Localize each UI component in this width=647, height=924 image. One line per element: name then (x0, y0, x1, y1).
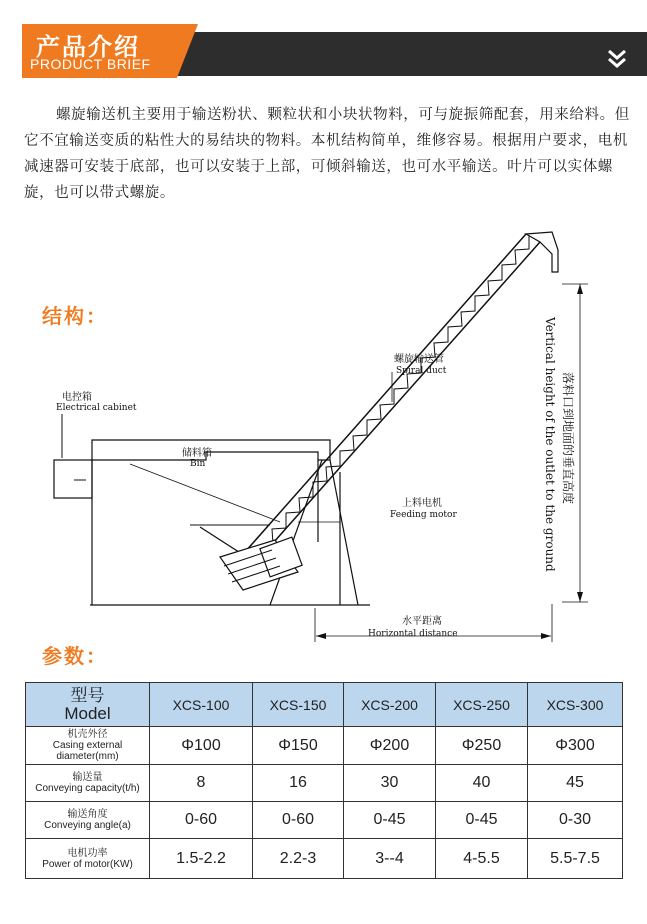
horizontal-label-en: Horizontal distance (368, 629, 458, 639)
bin-label-en: Bin (190, 459, 206, 469)
table-cell: 0-30 (528, 802, 623, 839)
feeding-motor (220, 522, 340, 590)
params-table-wrap (25, 682, 622, 879)
row-label-power: 电机功率 Power of motor(KW) (26, 839, 150, 879)
model-col-4: XCS-250 (436, 683, 528, 727)
table-cell: 0-60 (253, 802, 344, 839)
model-col-2: XCS-150 (253, 683, 344, 727)
vertical-label-en: Vertical height of the outlet to the ground (543, 317, 557, 572)
table-cell: 30 (344, 765, 436, 802)
params-title: 参数： (42, 644, 108, 668)
motor-label-en: Feeding motor (390, 510, 457, 520)
section-title: 产品介绍 (36, 33, 140, 61)
table-cell: Φ250 (436, 727, 528, 765)
table-cell: 8 (150, 765, 253, 802)
horizontal-label-cn: 水平距离 (402, 616, 442, 627)
table-cell: 40 (436, 765, 528, 802)
row-label-diameter: 机壳外径 Casing external diameter(mm) (26, 727, 150, 765)
model-col-1: XCS-100 (150, 683, 253, 727)
intro-paragraph: 螺旋输送机主要用于输送粉状、颗粒状和小块状物料，可与旋振筛配套，用来给料。但它不宜输送变质的粘性大的易结块的物料。本机结构简单，维修容易。根据用户要求，电机减速器可安装于底部，也可以安装于上部，可倾斜输送，也可水平输送。叶片可以实体螺旋，也可以带式螺旋。 (24, 107, 630, 201)
table-row (26, 839, 623, 879)
table-cell: 45 (528, 765, 623, 802)
duct-label-en: Spiral duct (396, 366, 447, 376)
table-cell: 0-60 (150, 802, 253, 839)
table-cell: 5.5-7.5 (528, 839, 623, 879)
params-table (25, 682, 623, 879)
header-dark-bar (150, 32, 647, 76)
model-header: 型号 Model (26, 683, 150, 727)
model-col-5: XCS-300 (528, 683, 623, 727)
model-col-3: XCS-200 (344, 683, 436, 727)
double-chevron-down-icon[interactable] (604, 46, 630, 72)
table-row (26, 727, 623, 765)
cabinet-label-en: Electrical cabinet (56, 403, 137, 413)
row-label-angle: 输送角度 Conveying angle(a) (26, 802, 150, 839)
row-label-capacity: 输送量 Conveying capacity(t/h) (26, 765, 150, 802)
table-cell: 0-45 (344, 802, 436, 839)
table-cell: 0-45 (436, 802, 528, 839)
structure-diagram (40, 222, 640, 652)
table-cell: Φ150 (253, 727, 344, 765)
table-cell: Φ200 (344, 727, 436, 765)
table-cell: 16 (253, 765, 344, 802)
duct-label-cn: 螺旋输送管 (394, 354, 444, 365)
cabinet-label-cn: 电控箱 (62, 392, 92, 403)
table-row (26, 765, 623, 802)
table-cell: 3--4 (344, 839, 436, 879)
motor-label-cn: 上料电机 (402, 498, 442, 509)
structure-title: 结构： (42, 304, 108, 328)
table-cell: 2.2-3 (253, 839, 344, 879)
vertical-label-cn: 落料口到地面的垂直高度 (561, 372, 575, 505)
table-cell: 4-5.5 (436, 839, 528, 879)
table-cell: Φ300 (528, 727, 623, 765)
section-header (0, 24, 647, 78)
section-subtitle: PRODUCT BRIEF (30, 56, 151, 72)
bin-label-cn: 储料箱 (182, 448, 212, 459)
electrical-cabinet (54, 460, 92, 498)
table-row (26, 802, 623, 839)
table-cell: 1.5-2.2 (150, 839, 253, 879)
table-cell: Φ100 (150, 727, 253, 765)
table-header-row (26, 683, 623, 727)
